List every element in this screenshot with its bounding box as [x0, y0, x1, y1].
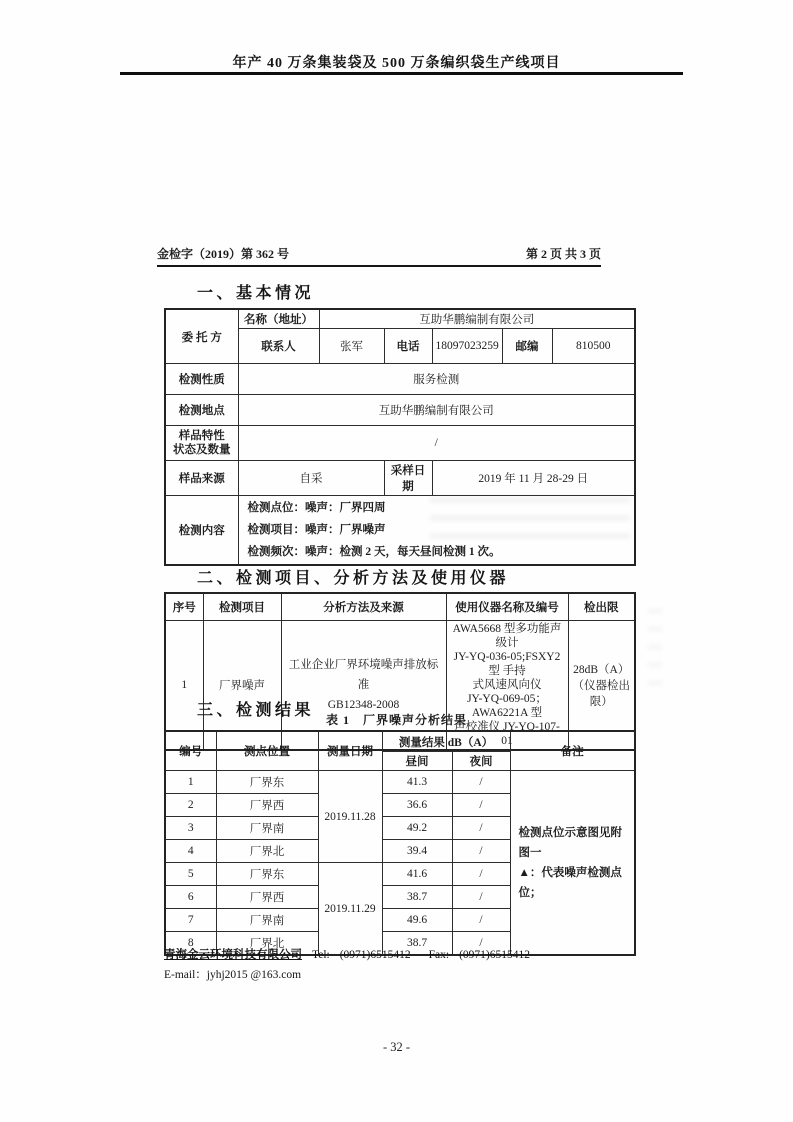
cell-position: 厂界西	[216, 886, 318, 909]
cell-night: /	[452, 863, 510, 886]
cell-no: 3	[165, 817, 216, 840]
cell-contact-value: 张军	[319, 329, 384, 364]
cell-day: 49.2	[382, 817, 452, 840]
cell-sample-char-label	[165, 426, 238, 461]
cell-day: 41.6	[382, 863, 452, 886]
col-header-limit: 检出限	[568, 593, 635, 621]
cell-remark	[510, 771, 635, 956]
cell-position: 厂界东	[216, 863, 318, 886]
cell-night: /	[452, 771, 510, 794]
cell-night: /	[452, 909, 510, 932]
fax-value: (0971)6515412	[459, 949, 531, 961]
col-header-result: 测量结果 dB（A）	[382, 731, 510, 752]
method-line2: GB12348-2008	[327, 699, 400, 711]
cell-night: /	[452, 817, 510, 840]
report-number-strip	[157, 245, 601, 267]
col-header-position: 测点位置	[216, 731, 318, 771]
cell-item: 厂界噪声	[203, 621, 281, 751]
method-line1: 工业企业厂界环境噪声排放标准	[288, 659, 439, 691]
col-header-item: 检测项目	[203, 593, 281, 621]
page-number: - 32 -	[382, 1040, 411, 1054]
cell-contact-label: 联系人	[238, 329, 319, 364]
instrument-line3: 式风速风向仪	[472, 679, 542, 691]
cell-source-label: 样品来源	[165, 461, 238, 496]
sample-char-label-line1: 样品特性	[178, 430, 225, 442]
cell-zip-label: 邮编	[502, 329, 552, 364]
table-header-row	[165, 731, 635, 752]
cell-name-label: 名称（地址）	[238, 309, 319, 329]
cell-location-label: 检测地点	[165, 395, 238, 426]
cell-nature-label: 检测性质	[165, 364, 238, 395]
cell-content-value	[238, 496, 635, 566]
table-row	[165, 364, 635, 395]
cell-location-value: 互助华鹏编制有限公司	[238, 395, 635, 426]
tel-value: (0971)6515412	[339, 949, 411, 961]
col-header-night: 夜间	[452, 752, 510, 771]
table-row	[165, 309, 635, 329]
instrument-line1: AWA5668 型多功能声级计	[452, 623, 562, 649]
sample-char-label-line2: 状态及数量	[173, 444, 231, 456]
col-header-remark: 备注	[510, 731, 635, 771]
result-table-caption: 表 1 厂界噪声分析结果	[325, 713, 467, 727]
cell-no: 5	[165, 863, 216, 886]
cell-no: 8	[165, 932, 216, 956]
cell-position: 厂界西	[216, 794, 318, 817]
cell-source-value: 自采	[238, 461, 384, 496]
col-header-day: 昼间	[382, 752, 452, 771]
instrument-line2: JY-YQ-036-05;FSXY2 型 手持	[453, 651, 561, 677]
header-rule	[120, 72, 683, 75]
remark-line1: 检测点位示意图见附图一	[518, 826, 622, 859]
footer-line1	[164, 946, 644, 962]
section1-heading: 一、基本情况	[197, 285, 315, 302]
cell-position: 厂界北	[216, 932, 318, 956]
instrument-line5: 声校准仪 JY-YQ-107-01	[454, 721, 560, 747]
cell-no: 1	[165, 771, 216, 794]
footer-email-line: E-mail：jyhj2015 @163.com	[164, 969, 302, 981]
cell-no: 4	[165, 840, 216, 863]
cell-phone-value: 18097023259	[432, 329, 502, 364]
cell-position: 厂界南	[216, 817, 318, 840]
section2-heading: 二、检测项目、分析方法及使用仪器	[197, 570, 510, 587]
cell-position: 厂界南	[216, 909, 318, 932]
table-row	[165, 771, 635, 794]
cell-name-value: 互助华鹏编制有限公司	[319, 309, 635, 329]
cell-sampling-date-label: 采样日期	[384, 461, 432, 496]
cell-night: /	[452, 840, 510, 863]
cell-content-label: 检测内容	[165, 496, 238, 566]
result-table	[164, 730, 636, 956]
cell-day: 36.6	[382, 794, 452, 817]
cell-night: /	[452, 932, 510, 956]
col-header-no: 序号	[165, 593, 203, 621]
instrument-line4: JY-YQ-069-05；AWA6221A 型	[467, 693, 547, 719]
cell-no: 2	[165, 794, 216, 817]
cell-day: 49.6	[382, 909, 452, 932]
limit-line2: （仪器检出限）	[572, 680, 630, 708]
remark-line2: ▲：代表噪声检测点位；	[518, 866, 622, 899]
cell-sample-char-value: /	[238, 426, 635, 461]
tel-label: Tel:	[312, 949, 330, 961]
cell-day: 38.7	[382, 886, 452, 909]
report-number: 金检字（2019）第 362 号	[157, 247, 290, 261]
cell-phone-label: 电话	[384, 329, 432, 364]
cell-seq-no: 1	[165, 621, 203, 751]
fax-label: Fax:	[428, 949, 450, 961]
col-header-instrument: 使用仪器名称及编号	[446, 593, 568, 621]
cell-day: 38.7	[382, 932, 452, 956]
basic-info-table	[164, 308, 636, 566]
col-header-no: 编号	[165, 731, 216, 771]
limit-line1: 28dB（A）	[573, 664, 630, 676]
table-row	[165, 496, 635, 566]
cell-date-group1: 2019.11.28	[318, 771, 382, 863]
cell-night: /	[452, 794, 510, 817]
col-header-method: 分析方法及来源	[281, 593, 446, 621]
cell-date-group2: 2019.11.29	[318, 863, 382, 956]
cell-nature-value: 服务检测	[238, 364, 635, 395]
cell-client-label: 委 托 方	[165, 309, 238, 364]
table-header-row	[165, 593, 635, 621]
company-name: 青海金云环境科技有限公司	[164, 949, 302, 961]
cell-night: /	[452, 886, 510, 909]
content-line-items: 检测项目：噪声：厂界噪声	[247, 524, 386, 536]
content-line-points: 检测点位：噪声：厂界四周	[247, 502, 386, 514]
section3-heading: 三、检测结果	[197, 702, 315, 719]
footer-contact-block	[164, 946, 644, 982]
content-line-frequency: 检测频次：噪声：检测 2 天，每天昼间检测 1 次。	[247, 546, 501, 558]
cell-no: 6	[165, 886, 216, 909]
document-header-title: 年产 40 万条集装袋及 500 万条编织袋生产线项目	[232, 56, 561, 71]
cell-day: 41.3	[382, 771, 452, 794]
table-row	[165, 426, 635, 461]
cell-sampling-date-value: 2019 年 11 月 28-29 日	[432, 461, 635, 496]
cell-no: 7	[165, 909, 216, 932]
table-row	[165, 395, 635, 426]
cell-day: 39.4	[382, 840, 452, 863]
scan-bleed-artifact	[648, 608, 662, 688]
table-row	[165, 461, 635, 496]
cell-position: 厂界北	[216, 840, 318, 863]
cell-position: 厂界东	[216, 771, 318, 794]
col-header-date: 测量日期	[318, 731, 382, 771]
page-indicator: 第 2 页 共 3 页	[525, 247, 601, 261]
cell-zip-value: 810500	[552, 329, 635, 364]
